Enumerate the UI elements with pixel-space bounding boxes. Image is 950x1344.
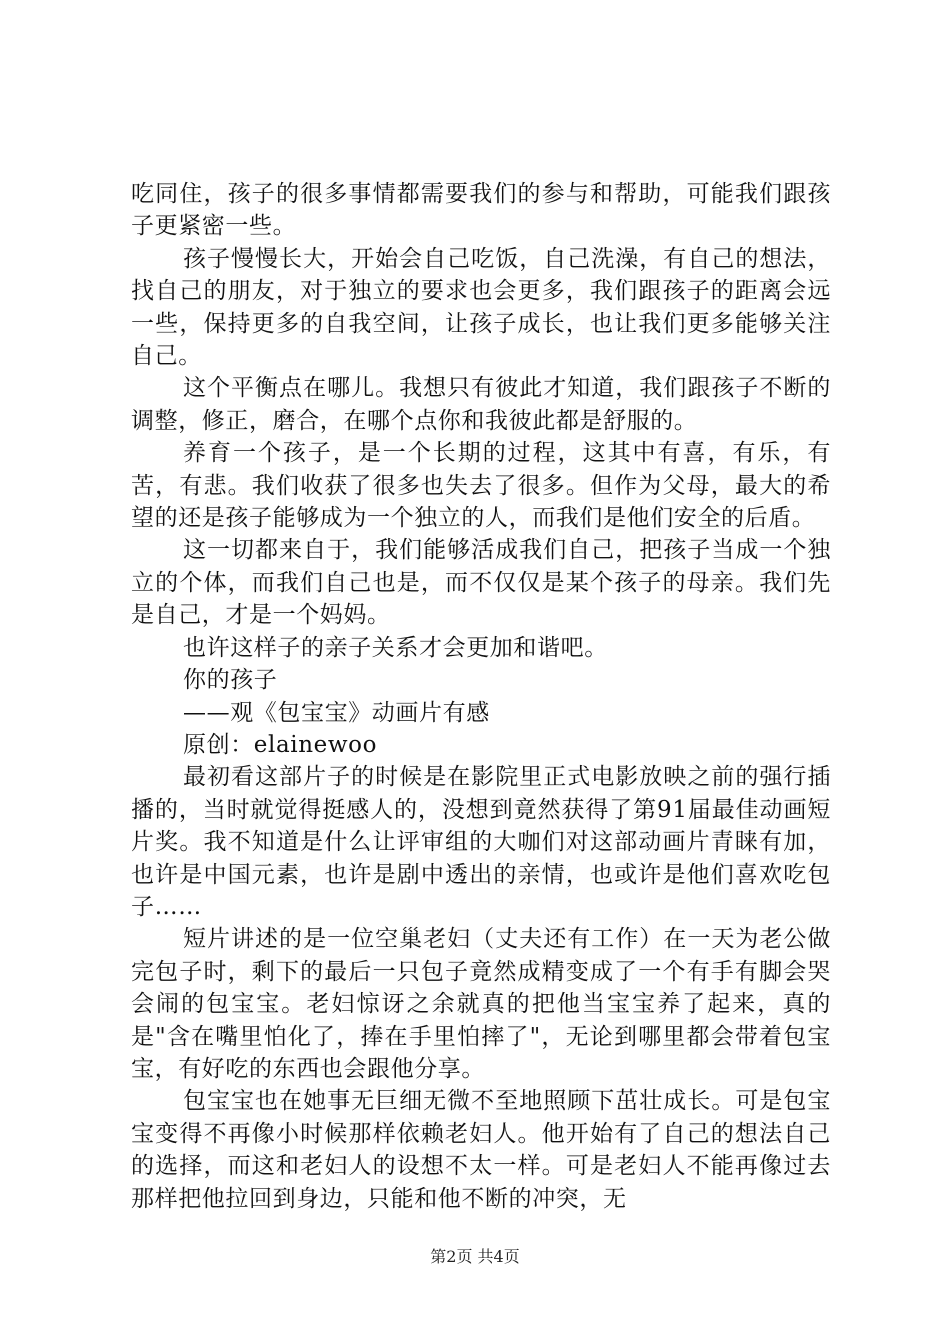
author-line: 原创：elainewoo [183,731,378,758]
paragraph: 吃同住，孩子的很多事情都需要我们的参与和帮助，可能我们跟孩子更紧密一些。 [131,181,831,240]
paragraph: 这一切都来自于，我们能够活成我们自己，把孩子当成一个独立的个体，而我们自己也是，而不仅仅是某个孩子的母亲。我们先是自己，才是一个妈妈。 [131,537,831,629]
section-subtitle: ——观《包宝宝》动画片有感 [183,699,490,726]
paragraph: 孩子慢慢长大，开始会自己吃饭，自己洗澡，有自己的想法，找自己的朋友，对于独立的要求也会更多，我们跟孩子的距离会远一些，保持更多的自我空间，让孩子成长，也让我们更多能够关注自己。 [131,245,831,370]
paragraph: 包宝宝也在她事无巨细无微不至地照顾下茁壮成长。可是包宝宝变得不再像小时候那样依赖老妇人。他开始有了自己的想法自己的选择，而这和老妇人的设想不太一样。可是老妇人不能再像过去那样把他拉回到身边，只能和他不断的冲突，无 [131,1088,831,1212]
paragraph: 短片讲述的是一位空巢老妇（丈夫还有工作）在一天为老公做完包子时，剩下的最后一只包子竟然成精变成了一个有手有脚会哭会闹的包宝宝。老妇惊讶之余就真的把他当宝宝养了起来，真的是"含在嘴里怕化了，捧在手里怕摔了"，无论到哪里都会带着包宝宝，有好吃的东西也会跟他分享。 [131,926,831,1082]
paragraph: 这个平衡点在哪儿。我想只有彼此才知道，我们跟孩子不断的调整，修正，磨合，在哪个点你和我彼此都是舒服的。 [131,375,831,434]
section-title: 你的孩子 [183,667,278,694]
page-footer: 第2页 共4页 [430,1247,520,1266]
paragraph: 最初看这部片子的时候是在影院里正式电影放映之前的强行插播的，当时就觉得挺感人的，没想到竟然获得了第91届最佳动画短片奖。我不知道是什么让评审组的大咖们对这部动画片青睐有加，也许是中国元素，也许是剧中透出的亲情，也或许是他们喜欢吃包子…… [131,764,831,920]
paragraph: 也许这样子的亲子关系才会更加和谐吧。 [183,634,608,661]
document-body [131,178,831,1215]
paragraph: 养育一个孩子，是一个长期的过程，这其中有喜，有乐，有苦，有悲。我们收获了很多也失去了很多。但作为父母，最大的希望的还是孩子能够成为一个独立的人，而我们是他们安全的后盾。 [131,440,831,532]
